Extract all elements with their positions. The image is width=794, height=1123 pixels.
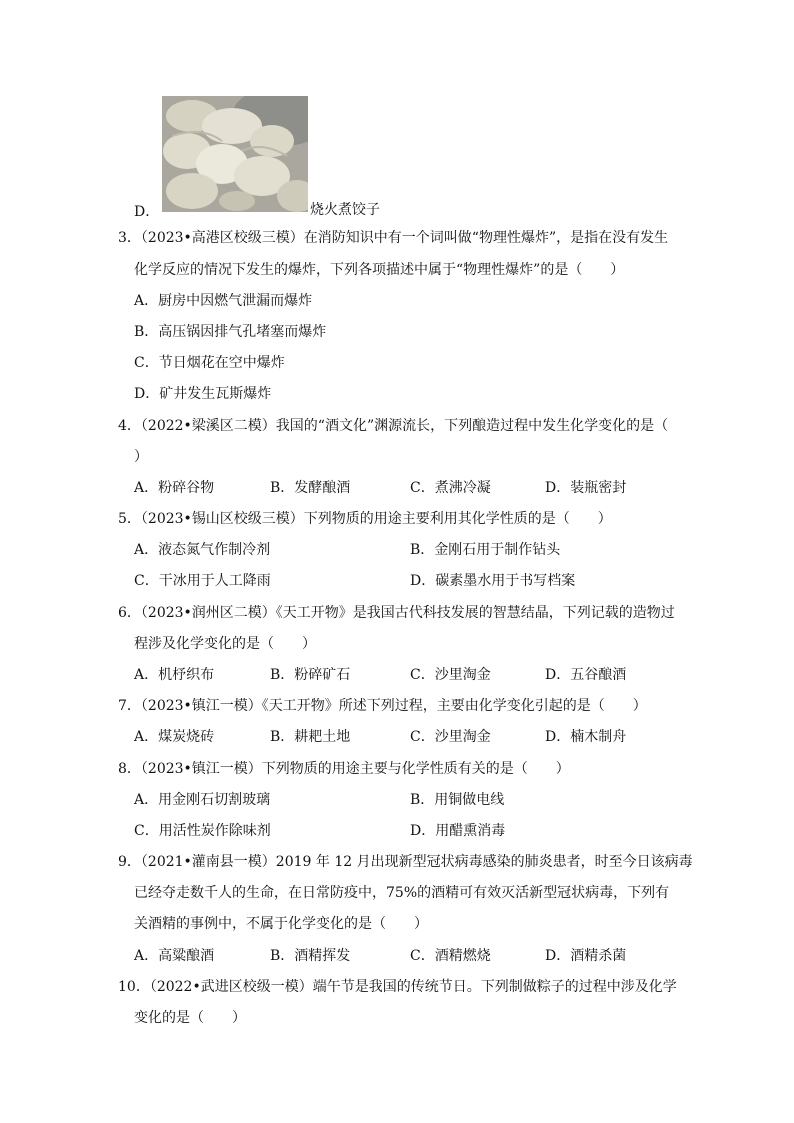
q8-option-d: D．用醋熏消毒 [410, 823, 506, 839]
q6-line-1: 6．（2023•润州区二模）《天工开物》是我国古代科技发展的智慧结晶，下列记载的造物过 [118, 605, 675, 621]
q2-option-d-label: D． [134, 204, 160, 220]
q5-option-b: B．金刚石用于制作钻头 [410, 542, 561, 558]
q4-line-1: 4．（2022•梁溪区二模）我国的“酒文化”渊源流长，下列酿造过程中发生化学变化的是（ [118, 418, 669, 434]
q9-line-2: 已经夺走数千人的生命，在日常防疫中，75%的酒精可有效灭活新型冠状病毒，下列有 [134, 885, 670, 901]
q6-option-b: B．粉碎矿石 [270, 667, 351, 683]
q9-line-1: 9．（2021•灌南县一模）2019 年 12 月出现新型冠状病毒感染的肺炎患者，时至今日该病毒 [118, 854, 693, 870]
dumplings-photo [162, 96, 308, 212]
q8-line-1: 8．（2023•镇江一模）下列物质的用途主要与化学性质有关的是（ ） [118, 761, 570, 777]
q4-line-2: ） [134, 449, 148, 465]
q10-line-1: 10．（2022•武进区校级一模）端午节是我国的传统节日。下列制做粽子的过程中涉及化学 [118, 979, 677, 995]
q7-line-1: 7．（2023•镇江一模）《天工开物》所述下列过程，主要由化学变化引起的是（ ） [118, 698, 647, 714]
q9-option-c: C．酒精燃烧 [410, 948, 491, 964]
q4-option-c: C．煮沸冷凝 [410, 480, 491, 496]
q5-option-d: D．碳素墨水用于书写档案 [410, 573, 576, 589]
q9-option-d: D．酒精杀菌 [545, 948, 627, 964]
q5-option-a: A．液态氮气作制冷剂 [134, 542, 271, 558]
q3-option-c: C．节日烟花在空中爆炸 [134, 355, 285, 371]
q7-option-a: A．煤炭烧砖 [134, 729, 215, 745]
q9-option-a: A．高粱酿酒 [134, 948, 215, 964]
q8-option-b: B．用铜做电线 [410, 792, 505, 808]
q4-option-a: A．粉碎谷物 [134, 480, 215, 496]
q2-option-d-caption: 烧火煮饺子 [310, 202, 380, 218]
q10-line-2: 变化的是（ ） [134, 1010, 246, 1026]
q4-option-d: D．装瓶密封 [545, 480, 627, 496]
q7-option-c: C．沙里淘金 [410, 729, 491, 745]
q8-option-c: C．用活性炭作除味剂 [134, 823, 271, 839]
q6-option-d: D．五谷酿酒 [545, 667, 627, 683]
q9-option-b: B．酒精挥发 [270, 948, 351, 964]
q6-option-a: A．机杼织布 [134, 667, 215, 683]
q3-line-1: 3．（2023•高港区校级三模）在消防知识中有一个词叫做“物理性爆炸”，是指在没有发生 [118, 230, 669, 246]
q7-option-d: D．楠木制舟 [545, 729, 627, 745]
q3-option-d: D．矿井发生瓦斯爆炸 [134, 386, 272, 402]
q3-option-b: B．高压锅因排气孔堵塞而爆炸 [134, 324, 327, 340]
q5-line-1: 5．（2023•锡山区校级三模）下列物质的用途主要利用其化学性质的是（ ） [118, 511, 612, 527]
q9-line-3: 关酒精的事例中，不属于化学变化的是（ ） [134, 916, 428, 932]
q5-option-c: C．干冰用于人工降雨 [134, 573, 271, 589]
q7-option-b: B．耕耙土地 [270, 729, 351, 745]
q3-option-a: A．厨房中因燃气泄漏而爆炸 [134, 293, 313, 309]
q8-option-a: A．用金刚石切割玻璃 [134, 792, 271, 808]
q6-line-2: 程涉及化学变化的是（ ） [134, 636, 316, 652]
q6-option-c: C．沙里淘金 [410, 667, 491, 683]
q4-option-b: B．发酵酿酒 [270, 480, 351, 496]
q3-line-2: 化学反应的情况下发生的爆炸，下列各项描述中属于“物理性爆炸”的是（ ） [134, 262, 625, 278]
